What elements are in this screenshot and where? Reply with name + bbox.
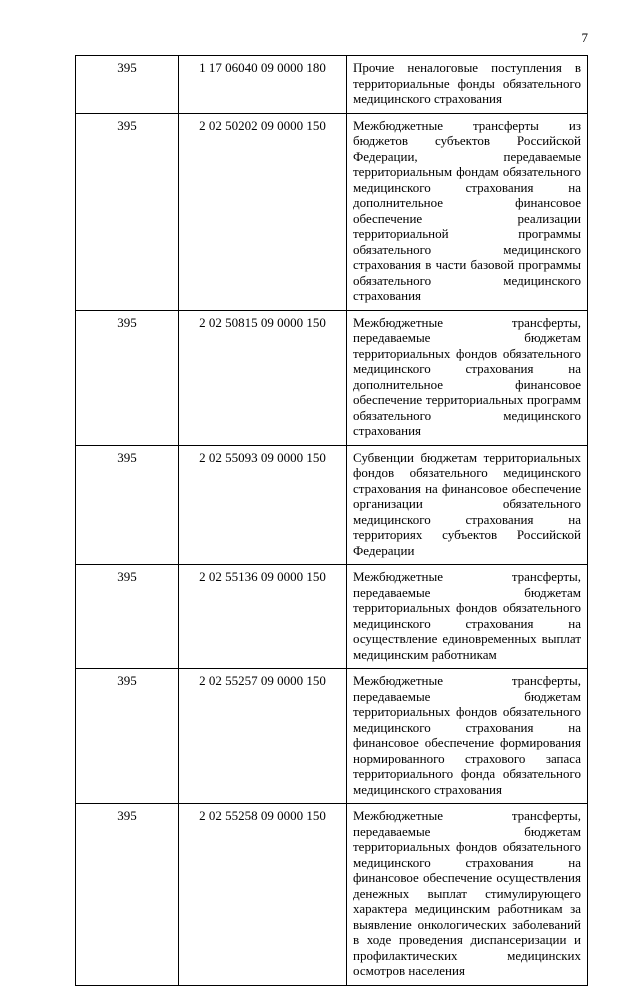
admin-code-cell: 395 (76, 113, 179, 310)
budget-codes-table (75, 55, 588, 986)
table-row (76, 56, 588, 114)
admin-code-cell: 395 (76, 310, 179, 445)
budget-code-cell: 2 02 55257 09 0000 150 (179, 669, 347, 804)
budget-code-cell: 2 02 55093 09 0000 150 (179, 445, 347, 565)
income-name-cell: Межбюджетные трансферты, передаваемые бюджетам территориальных фондов обязательного медицинского страхования на финансовое обеспечение осуществления денежных выплат стимулирующего характера медицинским работникам за выявление онкологических заболеваний в ходе проведения диспансеризации и профилактических медицинских осмотров населения (347, 804, 588, 986)
budget-code-cell: 1 17 06040 09 0000 180 (179, 56, 347, 114)
table-row (76, 565, 588, 669)
budget-code-cell: 2 02 50815 09 0000 150 (179, 310, 347, 445)
admin-code-cell: 395 (76, 804, 179, 986)
income-name-cell: Субвенции бюджетам территориальных фондов обязательного медицинского страхования на финансовое обеспечение организации обязательного медицинского страхования на территориях субъектов Российской Федерации (347, 445, 588, 565)
income-name-cell: Межбюджетные трансферты, передаваемые бюджетам территориальных фондов обязательного медицинского страхования на финансовое обеспечение формирования нормированного страхового запаса территориального фонда обязательного медицинского страхования (347, 669, 588, 804)
income-name-cell: Межбюджетные трансферты, передаваемые бюджетам территориальных фондов обязательного медицинского страхования на дополнительное финансовое обеспечение территориальных программ обязательного медицинского страхования (347, 310, 588, 445)
admin-code-cell: 395 (76, 565, 179, 669)
budget-code-cell: 2 02 50202 09 0000 150 (179, 113, 347, 310)
page-number: 7 (581, 30, 588, 45)
table-row (76, 669, 588, 804)
table-row (76, 804, 588, 986)
table-row (76, 113, 588, 310)
table-row (76, 445, 588, 565)
income-name-cell: Межбюджетные трансферты из бюджетов субъектов Российской Федерации, передаваемые территориальным фондам обязательного медицинского страхования на дополнительное финансовое обеспечение реализации территориальной программы обязательного медицинского страхования в части базовой программы обязательного медицинского страхования (347, 113, 588, 310)
admin-code-cell: 395 (76, 669, 179, 804)
income-name-cell: Межбюджетные трансферты, передаваемые бюджетам территориальных фондов обязательного медицинского страхования на осуществление единовременных выплат медицинским работникам (347, 565, 588, 669)
table-row (76, 310, 588, 445)
income-name-cell: Прочие неналоговые поступления в территориальные фонды обязательного медицинского страхования (347, 56, 588, 114)
budget-code-cell: 2 02 55136 09 0000 150 (179, 565, 347, 669)
admin-code-cell: 395 (76, 56, 179, 114)
budget-code-cell: 2 02 55258 09 0000 150 (179, 804, 347, 986)
admin-code-cell: 395 (76, 445, 179, 565)
